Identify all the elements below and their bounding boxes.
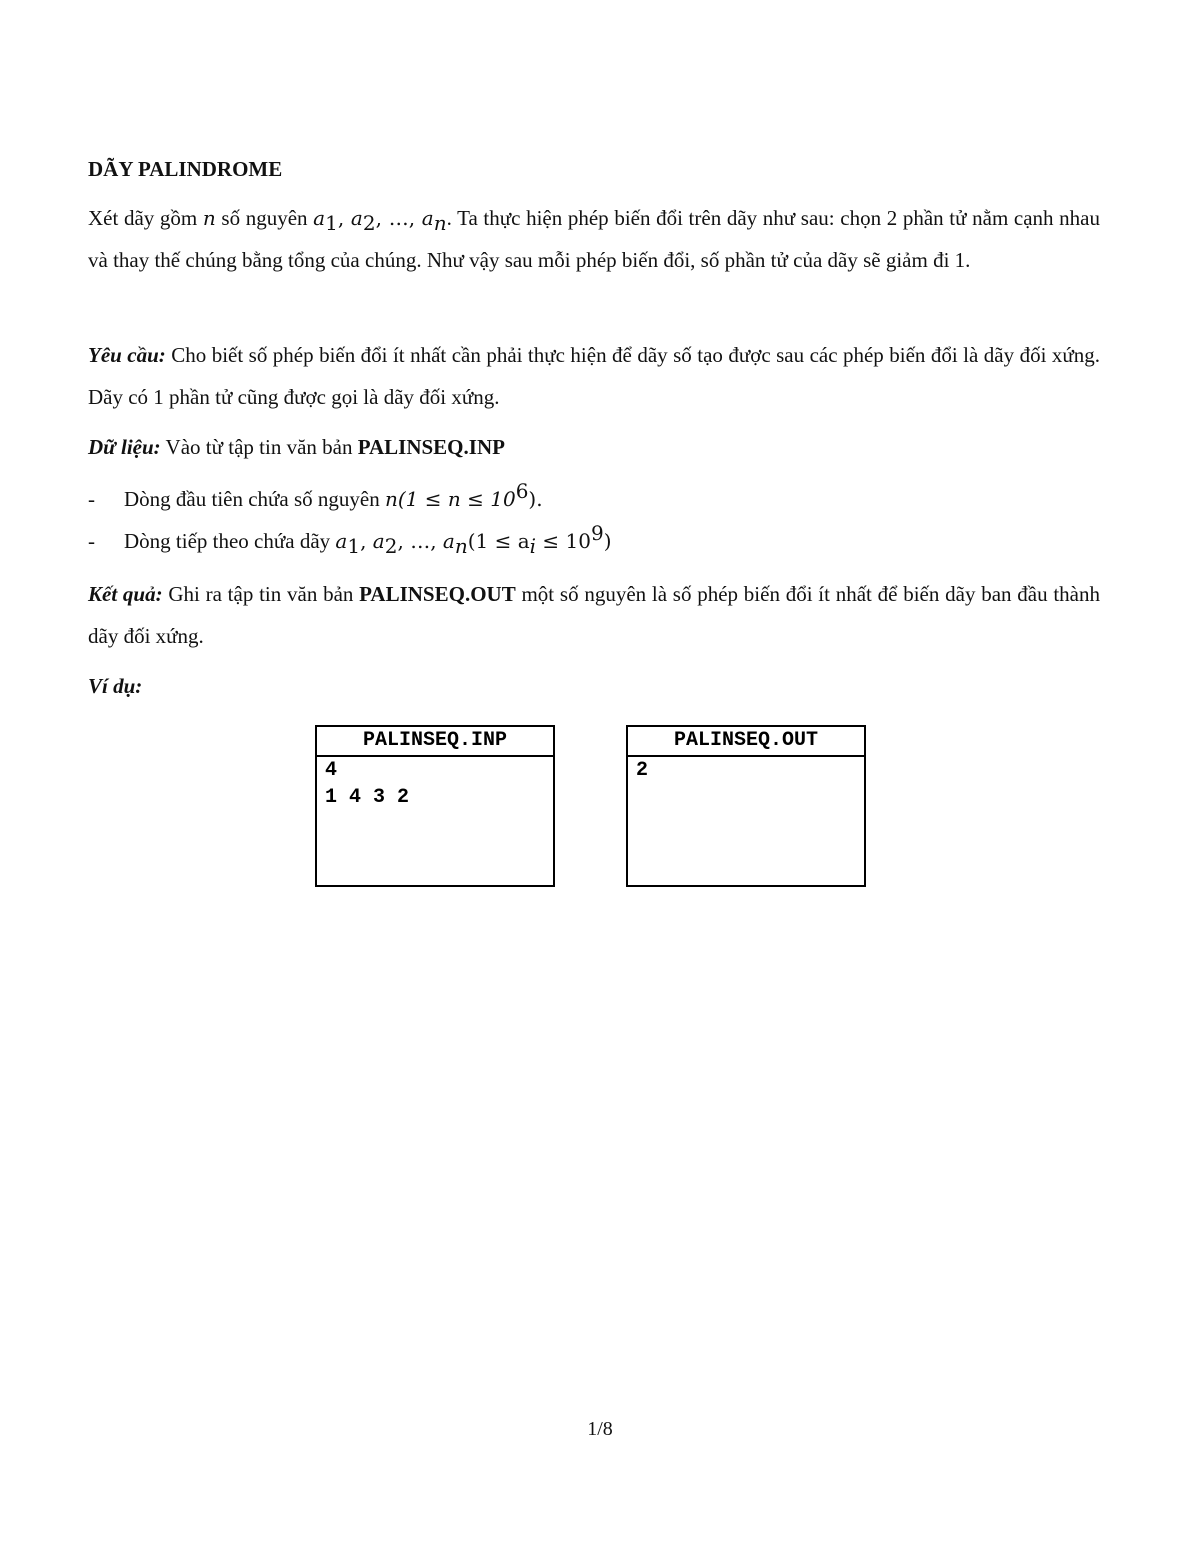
ellipsis: … bbox=[410, 529, 431, 553]
intro-paragraph: Xét dãy gồm n số nguyên $a_1$, $a_2$, …, $a_n$. Ta thực hiện phép biến đổi trên dãy như sau: chọn 2 phần tử nằm cạnh nhau và thay thế chúng bằng tổng của chúng. Như vậy sau mỗi phép biến đổi, số phần tử của dãy sẽ giảm đi 1. bbox=[88, 206, 1100, 272]
input-text: Vào từ tập tin văn bản bbox=[160, 435, 358, 459]
item-end: ). bbox=[528, 487, 543, 511]
output-text: một số nguyên là số phép biến đổi ít nhất để biến dãy ban đầu thành dãy đối xứng. bbox=[88, 582, 1100, 648]
requirement-text: Cho biết số phép biến đổi ít nhất cần phải thực hiện để dãy số tạo được sau các phép biến đổi là dãy đối xứng. Dãy có 1 phần tử cũng được gọi là dãy đối xứng. bbox=[88, 343, 1100, 409]
sub-2: 2 bbox=[362, 211, 376, 236]
list-dash: - bbox=[88, 529, 95, 553]
var-a: a bbox=[421, 206, 434, 230]
example-label: Ví dụ: bbox=[88, 674, 143, 698]
sub-i: i bbox=[529, 534, 537, 559]
requirement-paragraph bbox=[88, 334, 1100, 418]
requirement-label: Yêu cầu: bbox=[88, 343, 166, 367]
example-paragraph bbox=[88, 665, 1100, 707]
item-math: ≤ 10 bbox=[536, 529, 591, 553]
input-paragraph bbox=[88, 426, 1100, 468]
var-a: a bbox=[335, 529, 348, 553]
page-number: 1/8 bbox=[587, 1418, 613, 1440]
problem-title: DÃY PALINDROME bbox=[88, 157, 283, 181]
sub-n: n bbox=[433, 211, 447, 236]
example-output-line: 2 bbox=[636, 759, 649, 782]
output-text: Ghi ra tập tin văn bản bbox=[162, 582, 360, 606]
example-output-box bbox=[626, 725, 866, 887]
var-n: n bbox=[202, 206, 216, 230]
example-input-header: PALINSEQ.INP bbox=[317, 727, 553, 757]
example-input-line: 4 bbox=[325, 759, 338, 782]
var-a: a bbox=[372, 529, 385, 553]
output-filename: PALINSEQ.OUT bbox=[359, 582, 516, 606]
output-paragraph bbox=[88, 573, 1100, 657]
input-label: Dữ liệu: bbox=[88, 435, 161, 459]
item-math: (1 ≤ a bbox=[467, 529, 530, 553]
ellipsis: … bbox=[388, 206, 409, 230]
output-label: Kết quả: bbox=[88, 582, 163, 606]
exponent: 6 bbox=[515, 479, 529, 503]
intro-text: Xét dãy gồm bbox=[88, 206, 203, 230]
var-a: a bbox=[313, 206, 326, 230]
document-page: DÃY PALINDROME Xét dãy gồm n số nguyên $a_1$, $a_2$, …, $a_n$. Ta thực hiện phép biến đổi trên dãy như sau: chọn 2 phần tử nằm cạnh nhau và thay thế chúng bằng tổng của chúng. Như vậy sau mỗi phép biến đổi, số phần tử của dãy sẽ giảm đi 1. Yêu cầu: Cho biết số phép biến đổi ít nhất cần phải thực hiện để dãy số tạo được sau các phép biến đổi là dãy đối xứng. Dãy có 1 phần tử cũng được gọi là dãy đối xứng. Dữ liệu: Vào từ tập tin văn bản PALINSEQ.INP - Dòng đầu tiên chứa số nguyên $n(1 \le n \le 10^6)$. - Dòng tiếp theo chứa dãy $a_1$, $a_2$, …, $a_n(1 \le a_i \le 10^9)$ Kết quả: Ghi ra tập tin văn bản PALINSEQ.OUT một số nguyên là số phép biến đổi ít nhất để biến dãy ban đầu thành dãy đối xứng. Ví dụ: PALINSEQ.INP 4 1 4 3 2 PALINSEQ.OUT 2 1/8 bbox=[0, 0, 1200, 1553]
sub-1: 1 bbox=[347, 534, 361, 559]
item-math: n(1 ≤ n ≤ 10 bbox=[385, 487, 516, 511]
var-a: a bbox=[350, 206, 363, 230]
item-text: Dòng tiếp theo chứa dãy bbox=[124, 529, 336, 553]
intro-text: số nguyên bbox=[215, 206, 314, 230]
input-filename: PALINSEQ.INP bbox=[357, 435, 505, 459]
sub-2: 2 bbox=[384, 534, 398, 559]
intro-text: . Ta thực hiện phép biến đổi trên dãy như sau: chọn 2 phần tử nằm cạnh nhau và thay thế chúng bằng tổng của chúng. Như vậy sau mỗi phép biến đổi, số phần tử của dãy sẽ giảm đi 1. bbox=[88, 206, 1100, 272]
item-end: ) bbox=[603, 529, 612, 553]
example-input-box bbox=[315, 725, 555, 887]
example-input-line: 1 4 3 2 bbox=[325, 786, 410, 809]
exponent: 9 bbox=[591, 521, 604, 545]
sub-n: n bbox=[454, 534, 468, 559]
sub-1: 1 bbox=[325, 211, 338, 236]
list-dash: - bbox=[88, 487, 95, 511]
var-a: a bbox=[442, 529, 455, 553]
example-output-header: PALINSEQ.OUT bbox=[628, 727, 864, 757]
item-text: Dòng đầu tiên chứa số nguyên bbox=[124, 487, 385, 511]
